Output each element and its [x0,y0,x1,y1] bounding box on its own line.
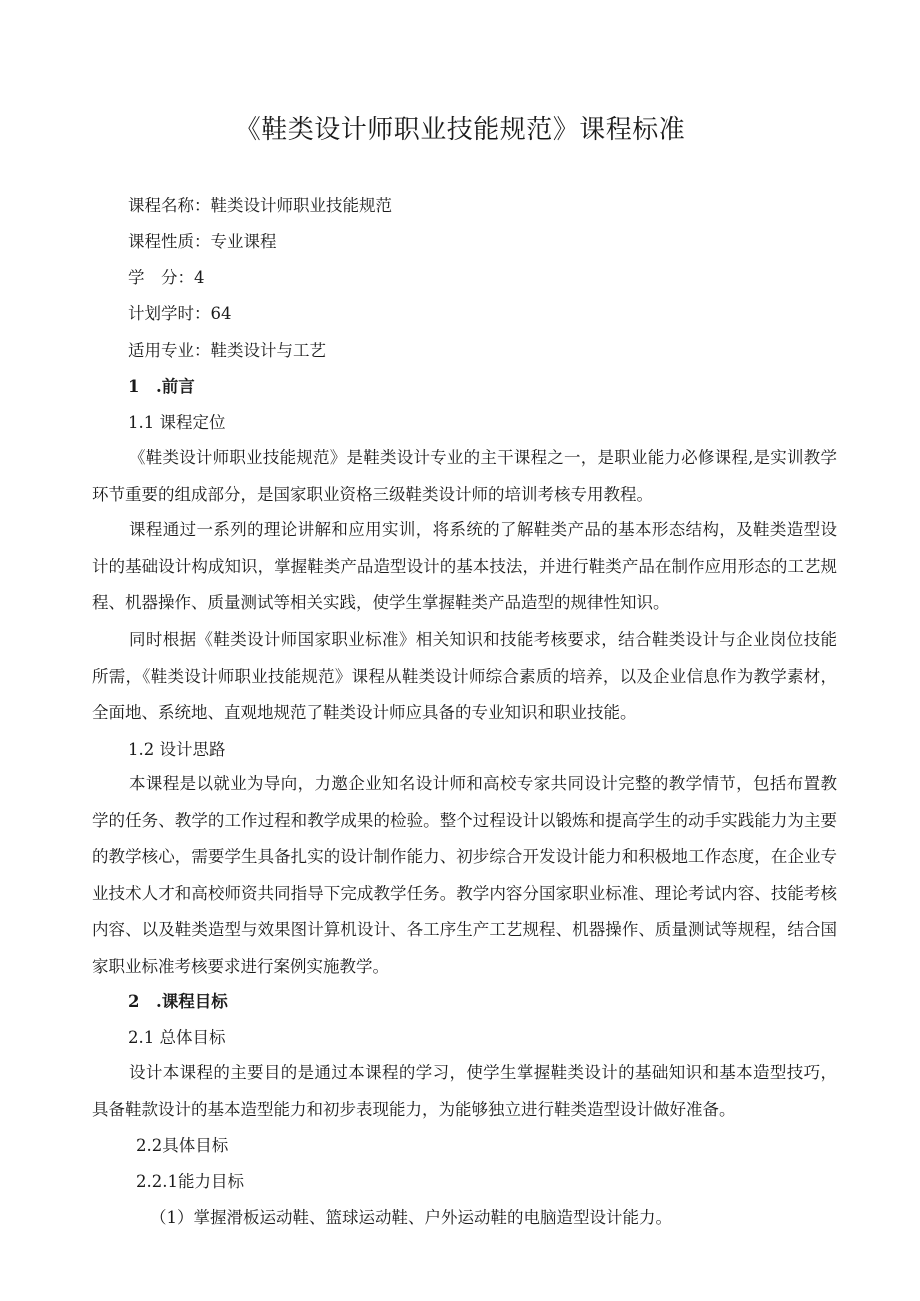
meta-credits [128,266,205,290]
meta-value: 鞋类设计与工艺 [210,341,326,360]
meta-applicable-major [128,339,326,363]
meta-label: 学 分： [128,268,194,287]
paragraph-design-approach: 本课程是以就业为导向，力邀企业知名设计师和高校专家共同设计完整的教学情节，包括布置教学的任务、教学的工作过程和教学成果的检验。整个过程设计以锻炼和提高学生的动手实践能力为主要的教学核心，需要学生具备扎实的设计制作能力、初步综合开发设计能力和积极地工作态度，在企业专业技术人才和高校师资共同指导下完成教学任务。教学内容分国家职业标准、理论考试内容、技能考核内容、以及鞋类造型与效果图计算机设计、各工序生产工艺规程、机器操作、质量测试等规程，结合国家职业标准考核要求进行案例实施教学。 [92,774,837,976]
meta-course-nature [128,230,277,254]
meta-label: 课程性质： [128,232,211,251]
meta-label: 适用专业： [128,341,211,360]
subsection-heading-course-positioning: 1.1 课程定位 [128,413,226,432]
paragraph-course-positioning-3: 同时根据《鞋类设计师国家职业标准》相关知识和技能考核要求，结合鞋类设计与企业岗位技能所需，《鞋类设计师职业技能规范》课程从鞋类设计师综合素质的培养，以及企业信息作为教学素材，全面地、系统地、直观地规范了鞋类设计师应具备的专业知识和职业技能。 [92,630,837,723]
page-title: 《鞋类设计师职业技能规范》课程标准 [234,115,686,145]
meta-planned-hours [128,302,232,326]
subsection-heading-overall-objective: 2.1 总体目标 [128,1028,226,1047]
subsection-heading-design-approach: 1.2 设计思路 [128,740,226,759]
paragraph-course-positioning-1: 《鞋类设计师职业技能规范》是鞋类设计专业的主干课程之一，是职业能力必修课程,是实训教学环节重要的组成部分，是国家职业资格三级鞋类设计师的培训考核专用教程。 [92,448,837,504]
meta-label: 计划学时： [128,304,211,323]
subsection-heading-specific-objectives: 2.2具体目标 [136,1136,229,1155]
meta-value: 专业课程 [210,232,277,251]
paragraph-course-positioning-2: 课程通过一系列的理论讲解和应用实训，将系统的了解鞋类产品的基本形态结构，及鞋类造型设计的基础设计构成知识，掌握鞋类产品造型设计的基本技法，并进行鞋类产品在制作应用形态的工艺规程、机器操作、质量测试等相关实践，使学生掌握鞋类产品造型的规律性知识。 [92,520,837,613]
meta-value: 64 [210,304,232,323]
meta-course-name [128,194,392,218]
section-heading-preface: 1 .前言 [128,377,195,396]
meta-value: 4 [194,268,205,287]
paragraph-overall-objective: 设计本课程的主要目的是通过本课程的学习，使学生掌握鞋类设计的基础知识和基本造型技巧，具备鞋款设计的基本造型能力和初步表现能力，为能够独立进行鞋类造型设计做好准备。 [92,1063,837,1119]
list-item-ability-1: （1）掌握滑板运动鞋、篮球运动鞋、户外运动鞋的电脑造型设计能力。 [150,1208,672,1227]
section-heading-course-objectives: 2 .课程目标 [128,992,228,1011]
meta-value: 鞋类设计师职业技能规范 [210,196,392,215]
meta-label: 课程名称： [128,196,211,215]
subsection-heading-ability-objectives: 2.2.1能力目标 [136,1172,244,1191]
